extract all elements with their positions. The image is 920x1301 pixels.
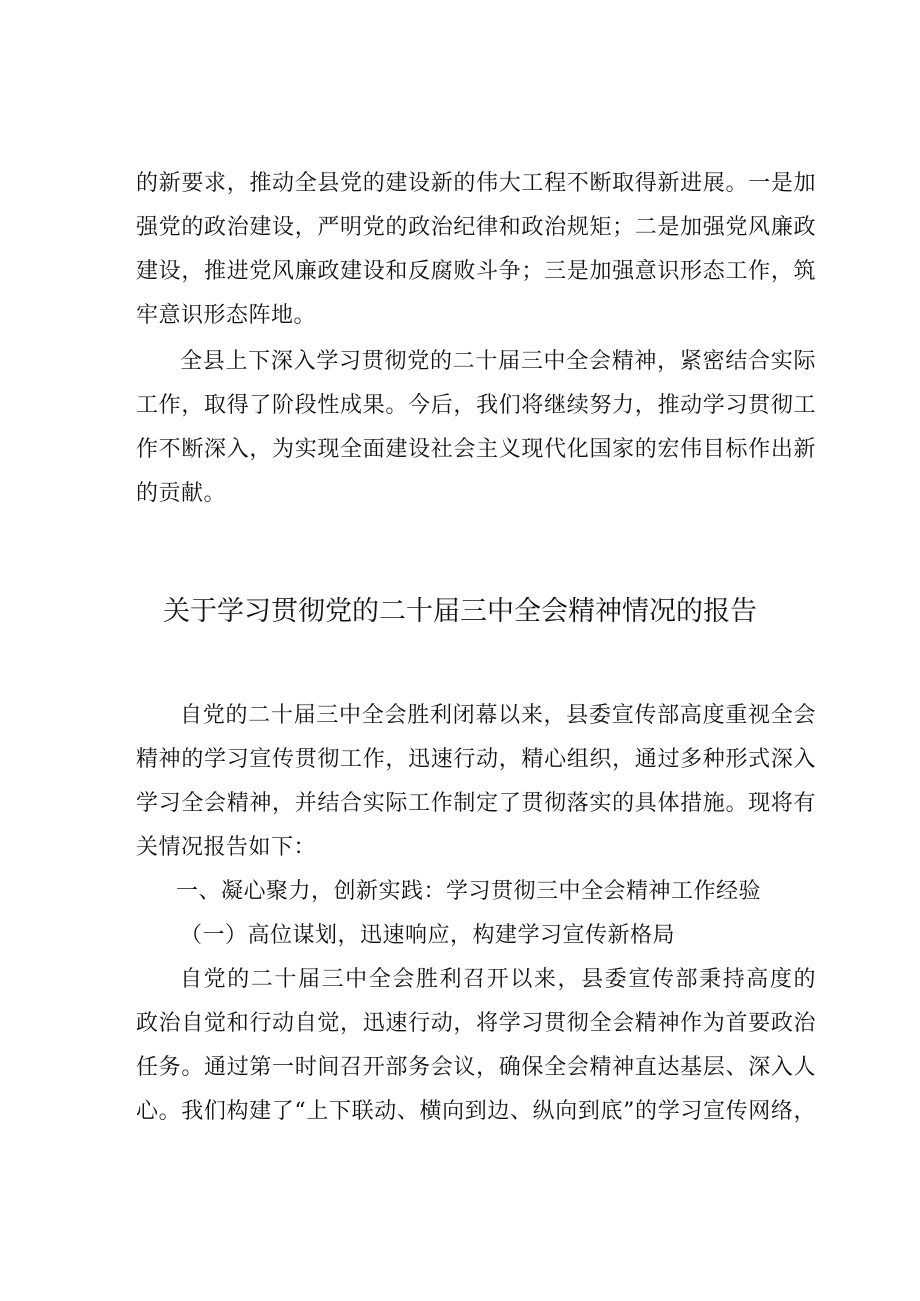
paragraph-line: 工作，取得了阶段性成果。今后，我们将继续努力，推动学习贯彻工	[136, 393, 816, 418]
paragraph-line: 任务。通过第一时间召开部务会议，确保全会精神直达基层、深入人	[136, 1055, 816, 1080]
section-heading: 一、凝心聚力，创新实践：学习贯彻三中全会精神工作经验	[176, 879, 762, 904]
paragraph-line: 自党的二十届三中全会胜利闭幕以来，县委宣传部高度重视全会	[180, 703, 816, 728]
paragraph-line: 建设，推进党风廉政建设和反腐败斗争；三是加强意识形态工作，筑	[136, 259, 816, 284]
paragraph-line: 精神的学习宣传贯彻工作，迅速行动，精心组织，通过多种形式深入	[136, 747, 816, 772]
paragraph-line: 自党的二十届三中全会胜利召开以来，县委宣传部秉持高度的	[180, 967, 816, 992]
paragraph-line: 学习全会精神，并结合实际工作制定了贯彻落实的具体措施。现将有	[136, 791, 816, 816]
paragraph-line: 政治自觉和行动自觉，迅速行动，将学习贯彻全会精神作为首要政治	[136, 1011, 816, 1036]
paragraph-line: 作不断深入，为实现全面建设社会主义现代化国家的宏伟目标作出新	[136, 437, 816, 462]
report-title: 关于学习贯彻党的二十届三中全会精神情况的报告	[163, 596, 757, 627]
paragraph-line: 全县上下深入学习贯彻党的二十届三中全会精神，紧密结合实际	[180, 349, 816, 374]
paragraph-line: 强党的政治建设，严明党的政治纪律和政治规矩；二是加强党风廉政	[136, 215, 816, 240]
subsection-heading: （一）高位谋划，迅速响应，构建学习宣传新格局	[180, 923, 676, 948]
paragraph-line: 的贡献。	[136, 481, 227, 506]
paragraph-line: 心。我们构建了“上下联动、横向到边、纵向到底”的学习宣传网络，	[136, 1099, 816, 1124]
paragraph-line: 的新要求，推动全县党的建设新的伟大工程不断取得新进展。一是加	[136, 171, 816, 196]
paragraph-line: 关情况报告如下：	[136, 835, 317, 860]
paragraph-line: 牢意识形态阵地。	[136, 303, 317, 328]
